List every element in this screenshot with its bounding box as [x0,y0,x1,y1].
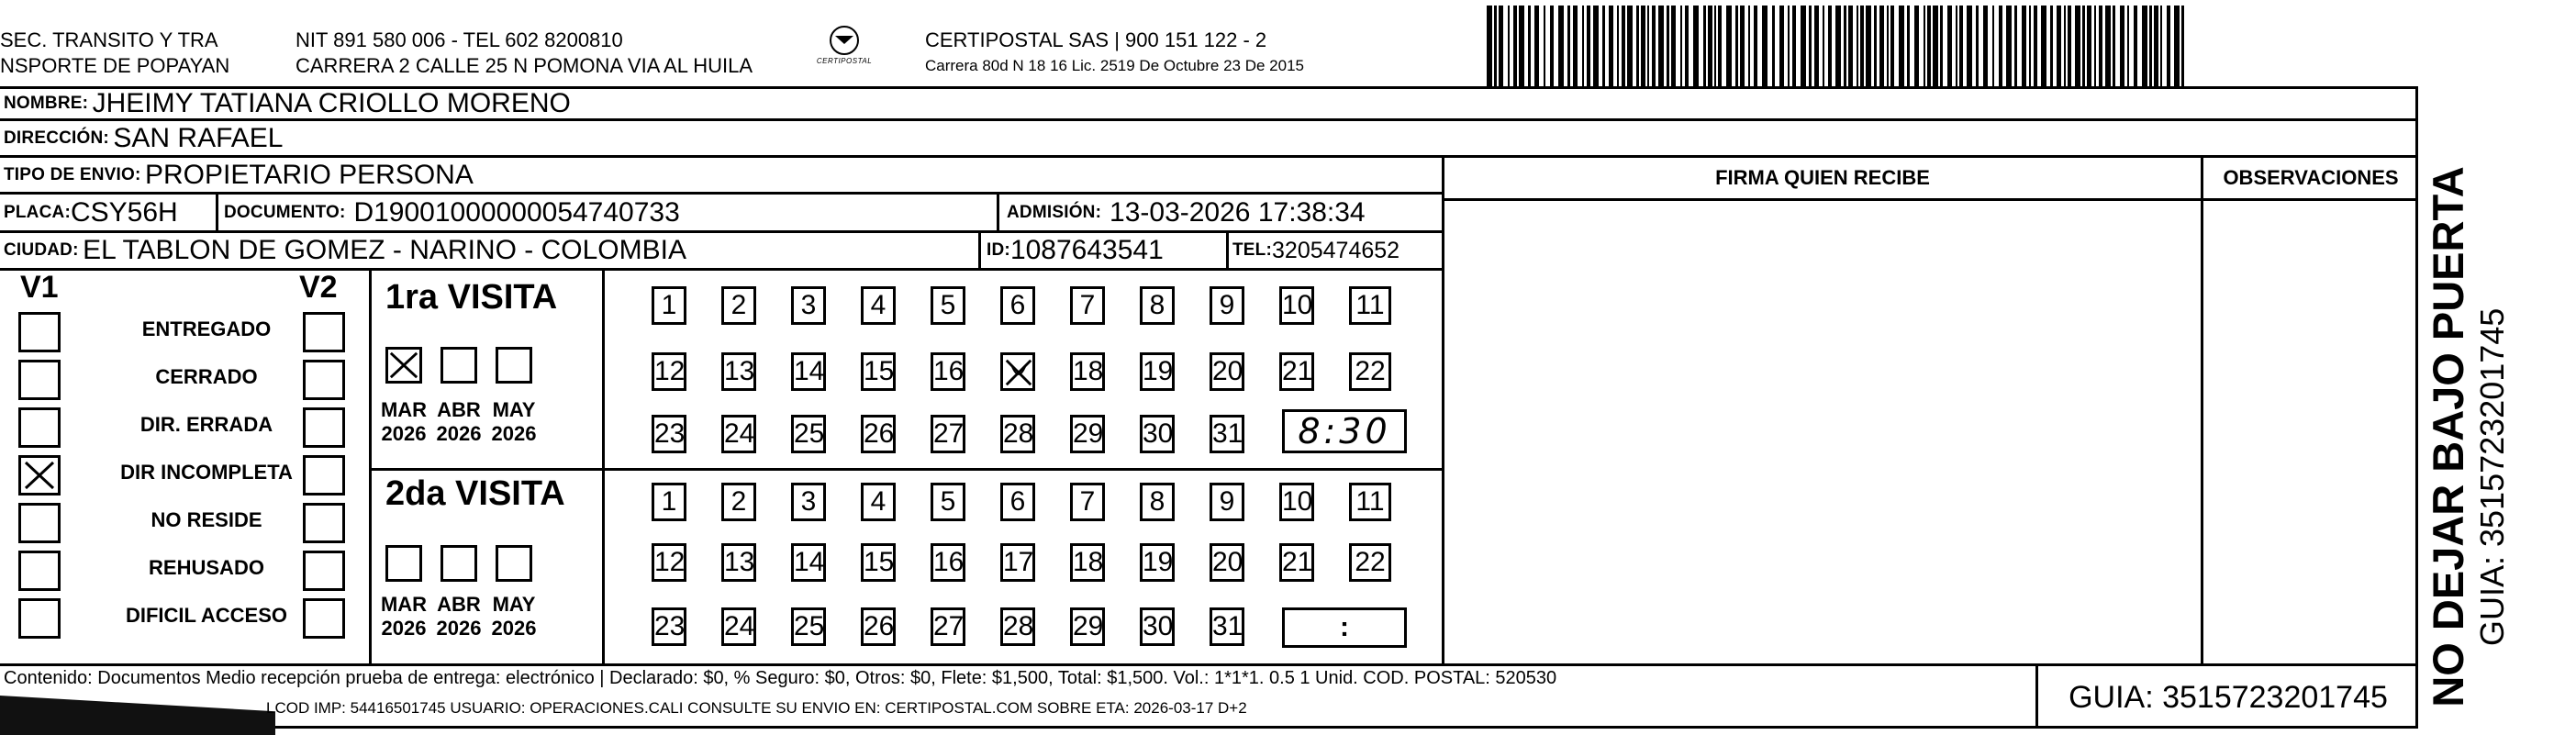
documento-label: DOCUMENTO: [224,202,346,222]
row-direccion [0,121,2415,158]
direccion-value: SAN RAFAEL [113,122,284,153]
visit2-day-box[interactable]: 24 [721,607,756,646]
v2-checkbox[interactable] [303,598,345,639]
barcode-bar [1914,6,1919,86]
side-guia: GUIA: 3515723201745 [2473,307,2511,646]
barcode-bar [1890,6,1894,86]
barcode-bar [1779,6,1784,86]
visit1-day-box[interactable]: 14 [791,352,826,391]
barcode-bar [1685,6,1689,86]
row-nombre [0,89,2415,121]
status-reason-label: DIR. ERRADA [139,413,273,436]
barcode-bar [2006,6,2012,86]
visit2-month-checkbox[interactable] [440,545,477,582]
barcode-bar [1924,6,1925,86]
visit2-day-box[interactable]: 15 [861,543,896,582]
visit1-day-box[interactable]: 5 [931,286,965,325]
visit2-day-box[interactable]: 19 [1140,543,1175,582]
barcode-bar [1573,6,1578,86]
visit2-day-box[interactable]: 14 [791,543,826,582]
visit2-day-box[interactable]: 20 [1210,543,1244,582]
v2-checkbox[interactable] [303,312,345,352]
visit1-day-box[interactable]: 23 [652,415,686,453]
barcode-bar [1652,6,1656,86]
visit1-month-label: MAR 2026 [380,398,428,445]
guia-box [2035,663,2418,729]
v2-checkbox[interactable] [303,551,345,591]
nit-line: NIT 891 580 006 - TEL 602 8200810 [296,28,623,51]
barcode-bar [1947,6,1952,86]
visit2-month-checkbox[interactable] [496,545,532,582]
visit1-day-box[interactable]: 8 [1140,286,1175,325]
nombre-value: JHEIMY TATIANA CRIOLLO MORENO [92,88,571,118]
barcode-bar [2022,6,2026,86]
placa-label: PLACA: [4,202,71,222]
visit2-day-box[interactable]: 11 [1349,483,1391,521]
barcode-bar [1848,6,1853,86]
row-ciudad [0,233,1444,271]
barcode-bar [2014,6,2017,86]
barcode-bar [1772,6,1775,86]
firma-header: FIRMA QUIEN RECIBE [1444,158,2201,201]
status-reason-label: ENTREGADO [141,317,272,340]
ciudad-label: CIUDAD: [4,240,79,260]
visit2-day-box[interactable]: 31 [1210,607,1244,646]
barcode-bar [1866,6,1871,86]
visit1-day-box[interactable]: 3 [791,286,826,325]
barcode-bar [1844,6,1846,86]
visit2-month-label: MAR 2026 [380,593,428,640]
visit1-day-box[interactable]: 4 [861,286,896,325]
visit2-day-box[interactable]: 16 [931,543,965,582]
barcode-bar [1567,6,1570,86]
barcode [1487,6,2202,92]
barcode-bar [1550,6,1554,86]
barcode-bar [1641,6,1645,86]
visit1-day-box[interactable]: 9 [1210,286,1244,325]
barcode-bar [2099,6,2102,86]
v1-checkbox[interactable] [18,360,61,400]
visit2-day-box[interactable]: 3 [791,483,826,521]
barcode-bar [1534,6,1539,86]
tipo-value: PROPIETARIO PERSONA [145,159,474,190]
visit2-day-box[interactable]: 29 [1070,607,1105,646]
documento-value: D19001000000054740733 [353,196,680,228]
barcode-bar [1680,6,1682,86]
visit1-title: 1ra VISITA [385,278,558,317]
tel-label: TEL: [1232,240,1273,260]
visit2-day-box[interactable]: 27 [931,607,965,646]
visit2-day-box[interactable]: 8 [1140,483,1175,521]
barcode-bar [2041,6,2046,86]
barcode-bar [1735,6,1738,86]
barcode-bar [1494,6,1497,86]
v1-label: V1 [20,270,59,305]
visit2-day-box[interactable]: 21 [1279,543,1314,582]
barcode-bar [2160,6,2162,86]
barcode-bar [1835,6,1841,86]
barcode-bar [1788,6,1790,86]
visit1-day-box[interactable]: 15 [861,352,896,391]
v1-checkbox[interactable] [18,598,61,639]
barcode-bar [1718,6,1722,86]
visit1-day-box[interactable]: 19 [1140,352,1175,391]
barcode-bar [2034,6,2037,86]
barcode-bar [1587,6,1590,86]
visit2-month-checkbox[interactable] [385,545,422,582]
barcode-bar [1976,6,1979,86]
company-block [925,28,1304,79]
sender-line1: SEC. TRANSITO Y TRA [0,28,218,51]
visit2-day-box[interactable]: 17 [1000,543,1035,582]
barcode-bar [1513,6,1517,86]
visit2-day-box[interactable]: 6 [1000,483,1035,521]
v2-checkbox[interactable] [303,455,345,496]
barcode-bar [1887,6,1889,86]
barcode-bar [1636,6,1639,86]
placa-value: CSY56H [70,196,178,228]
barcode-bar [1740,6,1745,86]
barcode-bar [1519,6,1524,86]
visit1-month-checkbox[interactable] [385,347,422,384]
barcode-bar [2105,6,2111,86]
admision-value: 13-03-2026 17:38:34 [1110,196,1366,228]
barcode-bar [2075,6,2080,86]
barcode-bar [1940,6,1943,86]
visit1-month-label: MAY 2026 [491,398,537,445]
barcode-bar [1622,6,1625,86]
barcode-bar [1499,6,1503,86]
visit2-month-label: ABR 2026 [436,593,482,640]
visit2-day-box[interactable]: 28 [1000,607,1035,646]
barcode-bar [1487,6,1492,86]
barcode-bar [1658,6,1664,86]
barcode-bar [1823,6,1824,86]
v1-checkbox[interactable] [18,455,61,496]
visit1-day-box[interactable]: 2 [721,286,756,325]
envelope-icon [828,24,861,57]
visit2-day-box[interactable]: 18 [1070,543,1105,582]
barcode-bar [1627,6,1633,86]
visit1-day-box[interactable]: 22 [1349,352,1391,391]
barcode-bar [1879,6,1884,86]
side-text [2423,143,2542,730]
barcode-bar [1693,6,1699,86]
sender-line2: NSPORTE DE POPAYAN [0,54,230,77]
visit1-day-box[interactable]: 25 [791,415,826,453]
v2-label: V2 [299,270,338,305]
v1-checkbox[interactable] [18,407,61,448]
barcode-bar [1857,6,1858,86]
barcode-bar [1907,6,1910,86]
id-value: 1087643541 [1009,235,1164,265]
barcode-bar [1956,6,1957,86]
admision-label: ADMISIÓN: [1007,202,1102,222]
visit2-day-box[interactable]: 30 [1140,607,1175,646]
barcode-bar [1708,6,1712,86]
barcode-bar [2142,6,2147,86]
visit1-day-box[interactable]: 31 [1210,415,1244,453]
barcode-bar [1933,6,1938,86]
barcode-bar [1726,6,1732,86]
visit1-day-box[interactable]: 30 [1140,415,1175,453]
barcode-bar [1983,6,1988,86]
barcode-bar [2094,6,2096,86]
barcode-bar [2113,6,2115,86]
company-line: CERTIPOSTAL SAS | 900 151 122 - 2 [925,28,1267,51]
barcode-bar [1999,6,2002,86]
barcode-bar [2167,6,2170,86]
visit1-day-box[interactable]: 10 [1279,286,1314,325]
visit1-day-box[interactable]: 24 [721,415,756,453]
visit2-day-box[interactable]: 1 [652,483,686,521]
visit2-day-box[interactable]: 9 [1210,483,1244,521]
visit1-day-box[interactable]: 16 [931,352,965,391]
barcode-bar [1754,6,1757,86]
tipo-label: TIPO DE ENVIO: [4,164,141,184]
visit2-month-label: MAY 2026 [491,593,537,640]
v1-checkbox[interactable] [18,312,61,352]
barcode-bar [1714,6,1716,86]
visit1-time: 8:30 [1298,411,1391,451]
visit1-day-box[interactable]: 7 [1070,286,1105,325]
sender-block [0,28,229,79]
visit-col-divider [602,271,605,666]
status-reason-label: REHUSADO [149,556,264,579]
barcode-bar [1860,6,1864,86]
barcode-bar [1992,6,1994,86]
v1-checkbox[interactable] [18,503,61,543]
visit2-day-box[interactable]: 22 [1349,543,1391,582]
visit1-day-box[interactable]: 29 [1070,415,1105,453]
visit2-day-box[interactable]: 10 [1279,483,1314,521]
tel-value: 3205474652 [1272,237,1400,263]
barcode-bar [1667,6,1669,86]
barcode-bar [2029,6,2031,86]
barcode-bar [2057,6,2061,86]
address-line: CARRERA 2 CALLE 25 N POMONA VIA AL HUILA [296,54,753,77]
v2-checkbox[interactable] [303,360,345,400]
status-reason-label: DIR INCOMPLETA [120,461,293,484]
usuario-text: LCOD IMP: 54416501745 USUARIO: OPERACIONES.CALI CONSULTE SU ENVIO EN: CERTIPOSTAL.COM SOBRE ETA: 2026-03-17 D+2 [266,699,1247,717]
visit1-day-box[interactable]: 28 [1000,415,1035,453]
barcode-bar [1874,6,1877,86]
row-tipo [0,158,1444,195]
visit1-month-label: ABR 2026 [436,398,482,445]
visit2-day-box[interactable]: 2 [721,483,756,521]
license-line: Carrera 80d N 18 16 Lic. 2519 De Octubre 23 De 2015 [925,57,1304,74]
guia-box-text: GUIA: 3515723201745 [2069,680,2388,715]
barcode-bar [1593,6,1599,86]
barcode-bar [1617,6,1619,86]
barcode-bar [1899,6,1904,86]
barcode-bar [1582,6,1584,86]
barcode-bar [1508,6,1510,86]
visit2-day-box[interactable]: 12 [652,543,686,582]
barcode-bar [1528,6,1531,86]
barcode-bar [1748,6,1750,86]
status-reason-label: CERRADO [155,365,258,388]
barcode-bar [2064,6,2066,86]
visit-divider [369,468,1442,471]
visit2-title: 2da VISITA [385,474,565,513]
visit1-day-box[interactable]: 18 [1070,352,1105,391]
visit1-month-checkbox[interactable] [440,347,477,384]
v1-checkbox[interactable] [18,551,61,591]
barcode-bar [1959,6,1963,86]
row-placa [0,195,1444,233]
visit1-day-box[interactable]: 20 [1210,352,1244,391]
barcode-bar [1558,6,1564,86]
visit1-day-box[interactable]: 27 [931,415,965,453]
visit1-day-box[interactable] [1000,352,1035,391]
v2-checkbox[interactable] [303,503,345,543]
nit-block [296,28,753,79]
barcode-bar [1609,6,1613,86]
visit1-day-box[interactable]: 12 [652,352,686,391]
barcode-bar [2082,6,2085,86]
barcode-bar [2087,6,2091,86]
barcode-bar [2120,6,2124,86]
observaciones-header: OBSERVACIONES [2203,158,2418,201]
visit2-day-box[interactable]: 25 [791,607,826,646]
visit1-day-box[interactable]: 21 [1279,352,1314,391]
visit2-day-box[interactable]: 7 [1070,483,1105,521]
barcode-bar [1792,6,1796,86]
barcode-bar [1927,6,1931,86]
visit1-day-box[interactable]: 1 [652,286,686,325]
barcode-bar [1814,6,1819,86]
visit1-day-box[interactable]: 26 [861,415,896,453]
barcode-bar [2068,6,2071,86]
barcode-bar [2181,6,2184,86]
visit1-time-box[interactable] [1282,409,1407,453]
barcode-bar [1544,6,1545,86]
nombre-label: NOMBRE: [4,94,89,113]
visit2-day-box[interactable]: 4 [861,483,896,521]
barcode-bar [2127,6,2129,86]
visit1-day-box[interactable]: 6 [1000,286,1035,325]
visit1-month-checkbox[interactable] [496,347,532,384]
barcode-bar [1703,6,1706,86]
id-label: ID: [987,240,1010,260]
status-reason-label: NO RESIDE [151,508,262,531]
direccion-label: DIRECCIÓN: [4,128,109,148]
barcode-bar [1809,6,1812,86]
barcode-bar [1671,6,1676,86]
barcode-bar [1801,6,1806,86]
v2-checkbox[interactable] [303,407,345,448]
barcode-bar [2134,6,2137,86]
barcode-bar [2174,6,2180,86]
barcode-bar [2050,6,2053,86]
status-reason-label: DIFICIL ACCESO [125,604,287,627]
barcode-bar [1967,6,1972,86]
side-warning: NO DEJAR BAJO PUERTA [2424,166,2472,707]
visit1-day-box[interactable]: 13 [721,352,756,391]
observations-area [2203,158,2418,666]
signature-area [1442,158,2203,666]
barcode-bar [1647,6,1649,86]
certipostal-logo: CERTIPOSTAL [808,24,881,73]
contenido-text: Contenido: Documentos Medio recepción prueba de entrega: electrónico | Declarado: $0, % Seguro: $0, Otros: $0, Flete: $1,500, Total: $1,500. Vol.: 1*1*1. 0.5 1 Unid. COD. POSTAL: 520530 [4,668,1557,688]
visit2-day-box[interactable]: 5 [931,483,965,521]
visit2-time-box[interactable] [1282,607,1407,648]
visit1-day-box[interactable]: 11 [1349,286,1391,325]
barcode-bar [1602,6,1605,86]
ciudad-value: EL TABLON DE GOMEZ - NARINO - COLOMBIA [83,235,686,265]
barcode-bar [1828,6,1832,86]
barcode-bar [2154,6,2158,86]
visit2-day-box[interactable]: 13 [721,543,756,582]
visit2-time: : [1340,612,1349,642]
visit2-day-box[interactable]: 26 [861,607,896,646]
visit2-day-box[interactable]: 23 [652,607,686,646]
barcode-bar [2149,6,2152,86]
barcode-bar [1762,6,1768,86]
